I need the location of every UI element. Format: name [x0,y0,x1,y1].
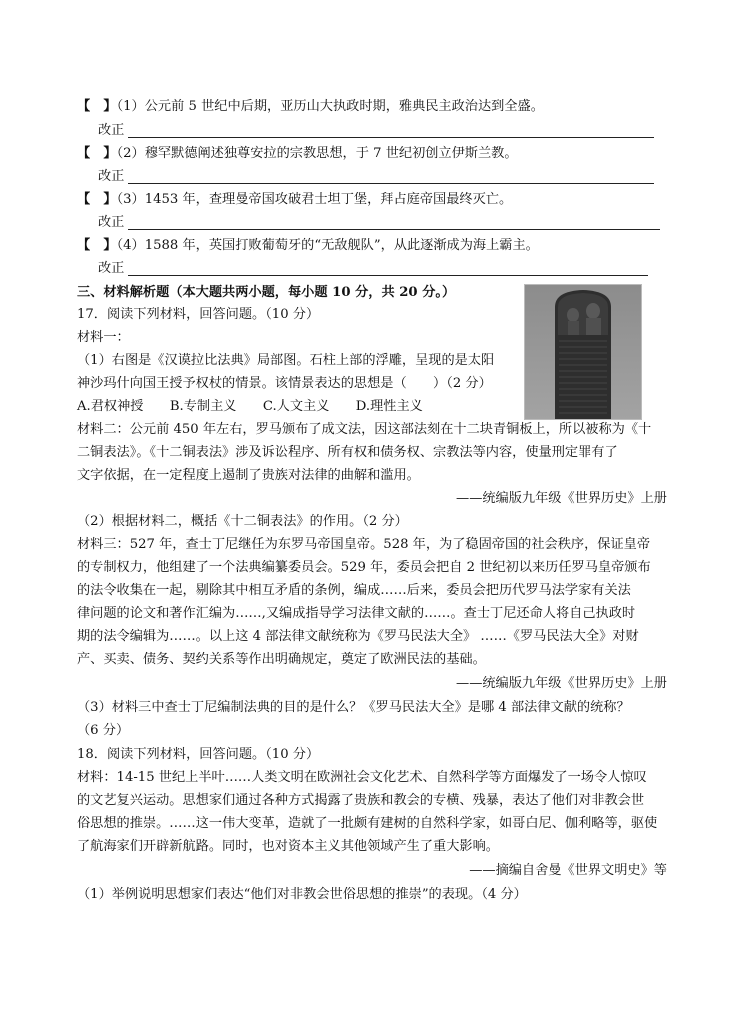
material-3-line: 产、买卖、债务、契约关系等作出明确规定，奠定了欧洲民法的基础。 [77,652,486,667]
q18-material-line: 的文艺复兴运动。思想家们通过各种方式揭露了贵族和教会的专横、残暴，表达了他们对非教会世 [77,793,645,808]
statement-text: （4）1588 年，英国打败葡萄牙的“无敌舰队”，从此逐渐成为海上霸主。 [116,238,539,253]
statement-4 [77,235,667,257]
correction-answer-line[interactable] [128,229,660,230]
material-3-line: 的法令收集在一起，剔除其中相互矛盾的条例，编成……后来，委员会把历代罗马法学家有关法 [77,583,631,598]
correction-answer-line[interactable] [128,137,654,138]
material-3-line: 律问题的论文和著作汇编为……,又编成指导学习法律文献的……。查士丁尼还命人将自己执政时 [77,606,636,621]
material-3-source: ——统编版九年级《世界历史》上册 [456,676,667,691]
material-2-line: 材料二：公元前 450 年左右，罗马颁布了成文法，因这部法刻在十二块青铜板上，所以被称为《十 [77,422,652,437]
correction-label: 改正 [98,261,125,276]
q18-material-line: 了航海家们开辟新航路。同时，也对资本主义其他领域产生了重大影响。 [77,839,499,854]
answer-bracket[interactable]: 【 】 [77,99,117,114]
correction-answer-line[interactable] [128,275,648,276]
correction-label: 改正 [98,123,125,138]
q17-2: （2）根据材料二，概括《十二铜表法》的作用。（2 分） [77,514,408,529]
material-3-line: 期的法令编辑为……。以上这 4 部法律文献统称为《罗马民法大全》 ……《罗马民法大全》对财 [77,629,639,644]
material-2-line: 二铜表法》。《十二铜表法》涉及诉讼程序、所有权和债务权、宗教法等内容，使量刑定罪有了 [77,445,618,460]
correction-answer-line[interactable] [128,183,654,184]
q17-1-line: （1）右图是《汉谟拉比法典》局部图。石柱上部的浮雕，呈现的是太阳 [77,353,495,368]
statement-1 [77,96,667,118]
q17-1-options: A.君权神授 B.专制主义 C.人文主义 D.理性主义 [77,399,423,414]
q18-material-source: ——摘编自舍曼《世界文明史》等 [469,863,667,878]
q18-title: 18．阅读下列材料，回答问题。（10 分） [77,747,320,762]
q17-title: 17．阅读下列材料，回答问题。（10 分） [77,307,320,322]
answer-bracket[interactable]: 【 】 [77,238,117,253]
material-2-line: 文字依据，在一定程度上遏制了贵族对法律的曲解和滥用。 [77,468,420,483]
answer-bracket[interactable]: 【 】 [77,146,117,161]
statement-text: （2）穆罕默德阐述独尊安拉的宗教思想，于 7 世纪初创立伊斯兰教。 [116,146,518,161]
q18-1: （1）举例说明思想家们表达“他们对非教会世俗思想的推崇”的表现。（4 分） [77,887,527,902]
section-heading: 三、材料解析题（本大题共两小题，每小题 10 分，共 20 分。） [77,285,456,300]
material-3-line: 的专制权力，他组建了一个法典编纂委员会。529 年，委员会把自 2 世纪初以来历任罗马皇帝颁布 [77,560,651,575]
q17-3-line: （6 分） [77,723,130,738]
q18-material-line: 材料：14-15 世纪上半叶……人类文明在欧洲社会文化艺术、自然科学等方面爆发了一场令人惊叹 [77,770,647,785]
q17-1-line: 神沙玛什向国王授予权杖的情景。该情景表达的思想是（ ）（2 分） [77,376,492,391]
correction-label: 改正 [98,169,125,184]
material-2-source: ——统编版九年级《世界历史》上册 [456,491,667,506]
statement-text: （1）公元前 5 世纪中后期，亚历山大执政时期，雅典民主政治达到全盛。 [116,99,544,114]
statement-3 [77,189,667,211]
material-3-line: 材料三：527 年，查士丁尼继任为东罗马帝国皇帝。528 年，为了稳固帝国的社会秩序，保证皇帝 [77,537,651,552]
answer-bracket[interactable]: 【 】 [77,192,117,207]
correction-label: 改正 [98,215,125,230]
q17-3-line: （3）材料三中查士丁尼编制法典的目的是什么？《罗马民法大全》是哪 4 部法律文献的统称？ [77,700,630,715]
material-1-label: 材料一： [77,330,130,345]
statement-text: （3）1453 年，查理曼帝国攻破君士坦丁堡，拜占庭帝国最终灭亡。 [116,192,513,207]
statement-2 [77,143,667,165]
q18-material-line: 俗思想的推崇。……这一伟大变革，造就了一批颇有建树的自然科学家，如哥白尼、伽利略等，驱使 [77,816,658,831]
